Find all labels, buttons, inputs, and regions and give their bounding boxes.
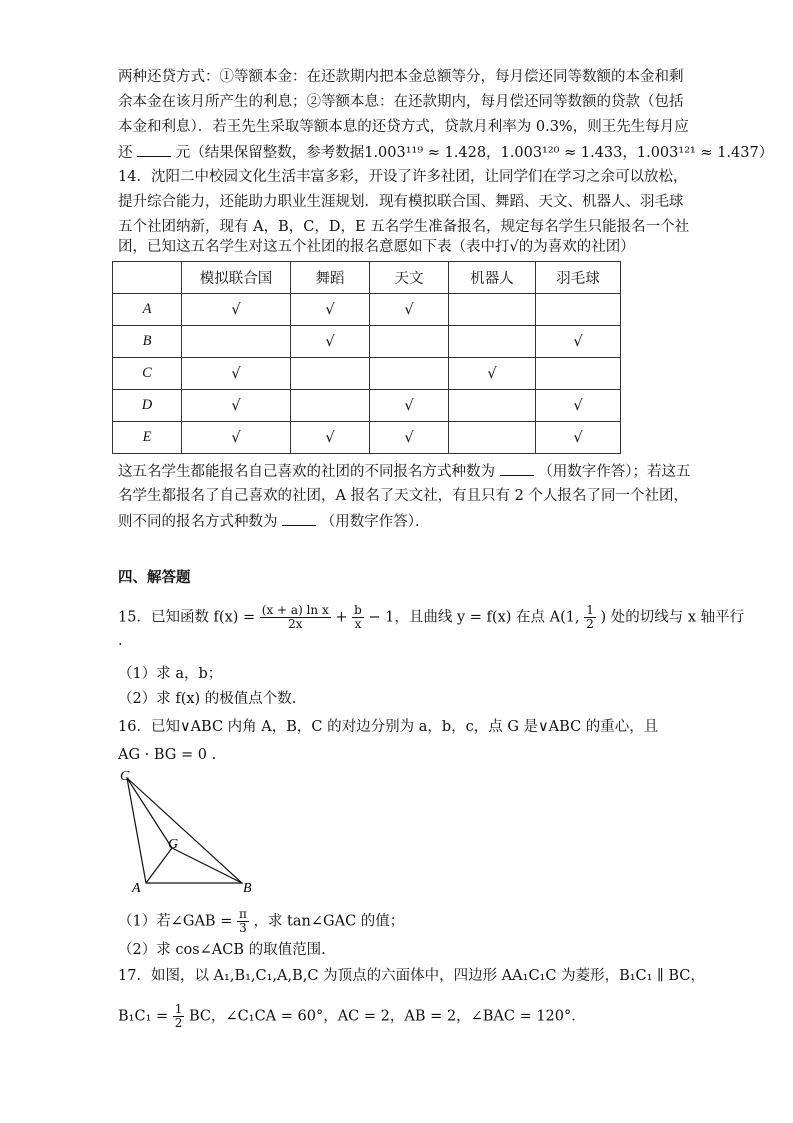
p16-line-2: AG · BG = 0 . [118,747,217,763]
table-header-cell [113,262,182,294]
table-row [113,390,621,422]
table-cell: √ [291,294,370,326]
answer-blank-14a [500,462,534,476]
table-cell [536,294,621,326]
p14-after-1 [118,462,690,481]
table-header-cell: 天文 [370,262,449,294]
p13-line-2: 余本金在该月所产生的利息；②等额本息：在还款期内，每月偿还同等数额的贷款（包括 [118,94,684,110]
table-cell: √ [291,422,370,454]
p14-line-2: 提升综合能力，还能助力职业生涯规划．现有模拟联合国、舞蹈、天文、机器人、羽毛球 [118,194,684,210]
p17-l2-post: BC，∠C₁CA = 60°，AC = 2，AB = 2，∠BAC = 120°． [189,1008,586,1025]
table-cell: √ [449,358,536,390]
fraction-pi-3-den: 3 [239,921,247,935]
p15-l1-mid: − 1，且曲线 y = f(x) 在点 A(1, [368,609,580,626]
table-cell [291,358,370,390]
table-cell: √ [370,422,449,454]
p14-after-1-post: （用数字作答）；若这五 [538,464,691,480]
vertex-label-a: A [132,881,141,896]
table-cell [449,294,536,326]
table-cell: √ [370,390,449,422]
p16-line-1: 16．已知∨ABC 内角 A，B，C 的对边分别为 a，b，c，点 G 是∨ABC 的重心，且 [118,719,659,735]
vertex-label-b: B [243,881,252,896]
table-cell [449,326,536,358]
p15-line-1 [118,604,744,631]
table-row [113,358,621,390]
p15-q2: （2）求 f(x) 的极值点个数. [118,691,297,707]
vertex-label-c: C [120,769,130,784]
table-header-cell: 模拟联合国 [182,262,291,294]
fraction-3-num: 1 [586,603,594,617]
fraction-1-num: (x + a) ln x [261,603,329,617]
p13-line-1: 两种还贷方式：①等额本金：在还款期内把本金总额等分，每月偿还同等数额的本金和剩 [118,69,684,85]
p15-plus: + [335,609,348,626]
fraction-half-num: 1 [174,1002,183,1016]
answer-blank-14b [282,512,316,526]
table-cell [449,422,536,454]
student-label: D [113,390,182,422]
p14-after-3 [118,512,429,531]
student-label: B [113,326,182,358]
segment-ag [146,848,172,883]
p14-line-3: 五个社团纳新，现有 A，B，C，D，E 五名学生准备报名，规定每名学生只能报名一个社 [118,219,690,235]
p14-after-3-pre: 则不同的报名方式种数为 [118,514,278,530]
table-row [113,422,621,454]
p15-l1-pre: 15．已知函数 f(x) = [118,609,256,626]
table-cell [291,390,370,422]
p14-after-2: 名学生都报名了自己喜欢的社团，A 报名了天文社，有且只有 2 个人报名了同一个社团， [118,488,689,504]
p17-line-1: 17．如图，以 A₁,B₁,C₁,A,B,C 为顶点的六面体中，四边形 AA₁C₁C 为菱形，B₁C₁ ∥ BC， [118,968,705,984]
p14-line-1: 14．沈阳二中校园文化生活丰富多彩，开设了许多社团，让同学们在学习之余可以放松， [118,169,688,185]
student-label: C [113,358,182,390]
table-row [113,294,621,326]
table-cell: √ [536,390,621,422]
p17-line-2 [118,1003,586,1030]
table-cell: √ [182,358,291,390]
p15-l1-post: ) 处的切线与 x 轴平行 [600,609,745,626]
p16-q2: （2）求 cos∠ACB 的取值范围. [118,942,326,958]
student-label: A [113,294,182,326]
fraction-3-den: 2 [586,617,594,631]
triangle-abc [127,778,242,883]
triangle-figure [118,766,268,896]
table-header-row [113,262,621,294]
p16-q1-pre: （1）若∠GAB = [118,913,233,930]
club-preference-table [112,261,621,454]
p14-after-1-pre: 这五名学生都能报名自己喜欢的社团的不同报名方式种数为 [118,464,495,480]
p14-line-4: 团，已知这五名学生对这五个社团的报名意愿如下表（表中打√的为喜欢的社团） [118,239,635,255]
p13-line-4 [118,143,773,162]
p13-line-4-pre: 还 [118,145,133,161]
table-header-cell: 机器人 [449,262,536,294]
fraction-pi-3 [237,908,249,935]
table-header-cell: 舞蹈 [291,262,370,294]
fraction-2 [352,604,364,631]
table-cell [182,326,291,358]
table-row [113,326,621,358]
section-title: 四、解答题 [118,569,191,586]
p13-line-3: 本金和利息）．若王先生采取等额本息的还贷方式，贷款月利率为 0.3%，则王先生每月应 [118,119,689,135]
fraction-1-den: 2x [288,617,303,631]
fraction-2-num: b [354,603,362,617]
p16-q1 [118,908,404,935]
table-cell: √ [182,390,291,422]
table-cell: √ [291,326,370,358]
p14-after-3-post: （用数字作答）． [320,514,430,530]
table-cell: √ [182,422,291,454]
student-label: E [113,422,182,454]
table-cell: √ [370,294,449,326]
p15-line-2: . [118,633,123,649]
segment-bg [172,848,242,883]
fraction-half-den: 2 [174,1016,183,1030]
table-cell: √ [536,422,621,454]
fraction-half [173,1003,185,1030]
table-cell [370,358,449,390]
p15-q1: （1）求 a，b； [118,666,223,682]
fraction-pi-3-num: π [238,907,247,921]
fraction-1 [260,604,331,631]
fraction-2-den: x [354,617,362,631]
fraction-3 [584,604,596,631]
table-cell [370,326,449,358]
p16-q1-post: ，求 tan∠GAC 的值； [253,913,405,930]
p17-l2-pre: B₁C₁ = [118,1008,169,1025]
table-cell: √ [536,326,621,358]
table-header-cell: 羽毛球 [536,262,621,294]
table-cell [536,358,621,390]
table-cell: √ [182,294,291,326]
table-cell [449,390,536,422]
vertex-label-g: G [168,837,179,852]
p13-line-4-post: 元（结果保留整数，参考数据1.003¹¹⁹ ≈ 1.428，1.003¹²⁰ ≈ 1.433，1.003¹²¹ ≈ 1.437） [175,145,774,161]
answer-blank-13 [137,143,171,157]
